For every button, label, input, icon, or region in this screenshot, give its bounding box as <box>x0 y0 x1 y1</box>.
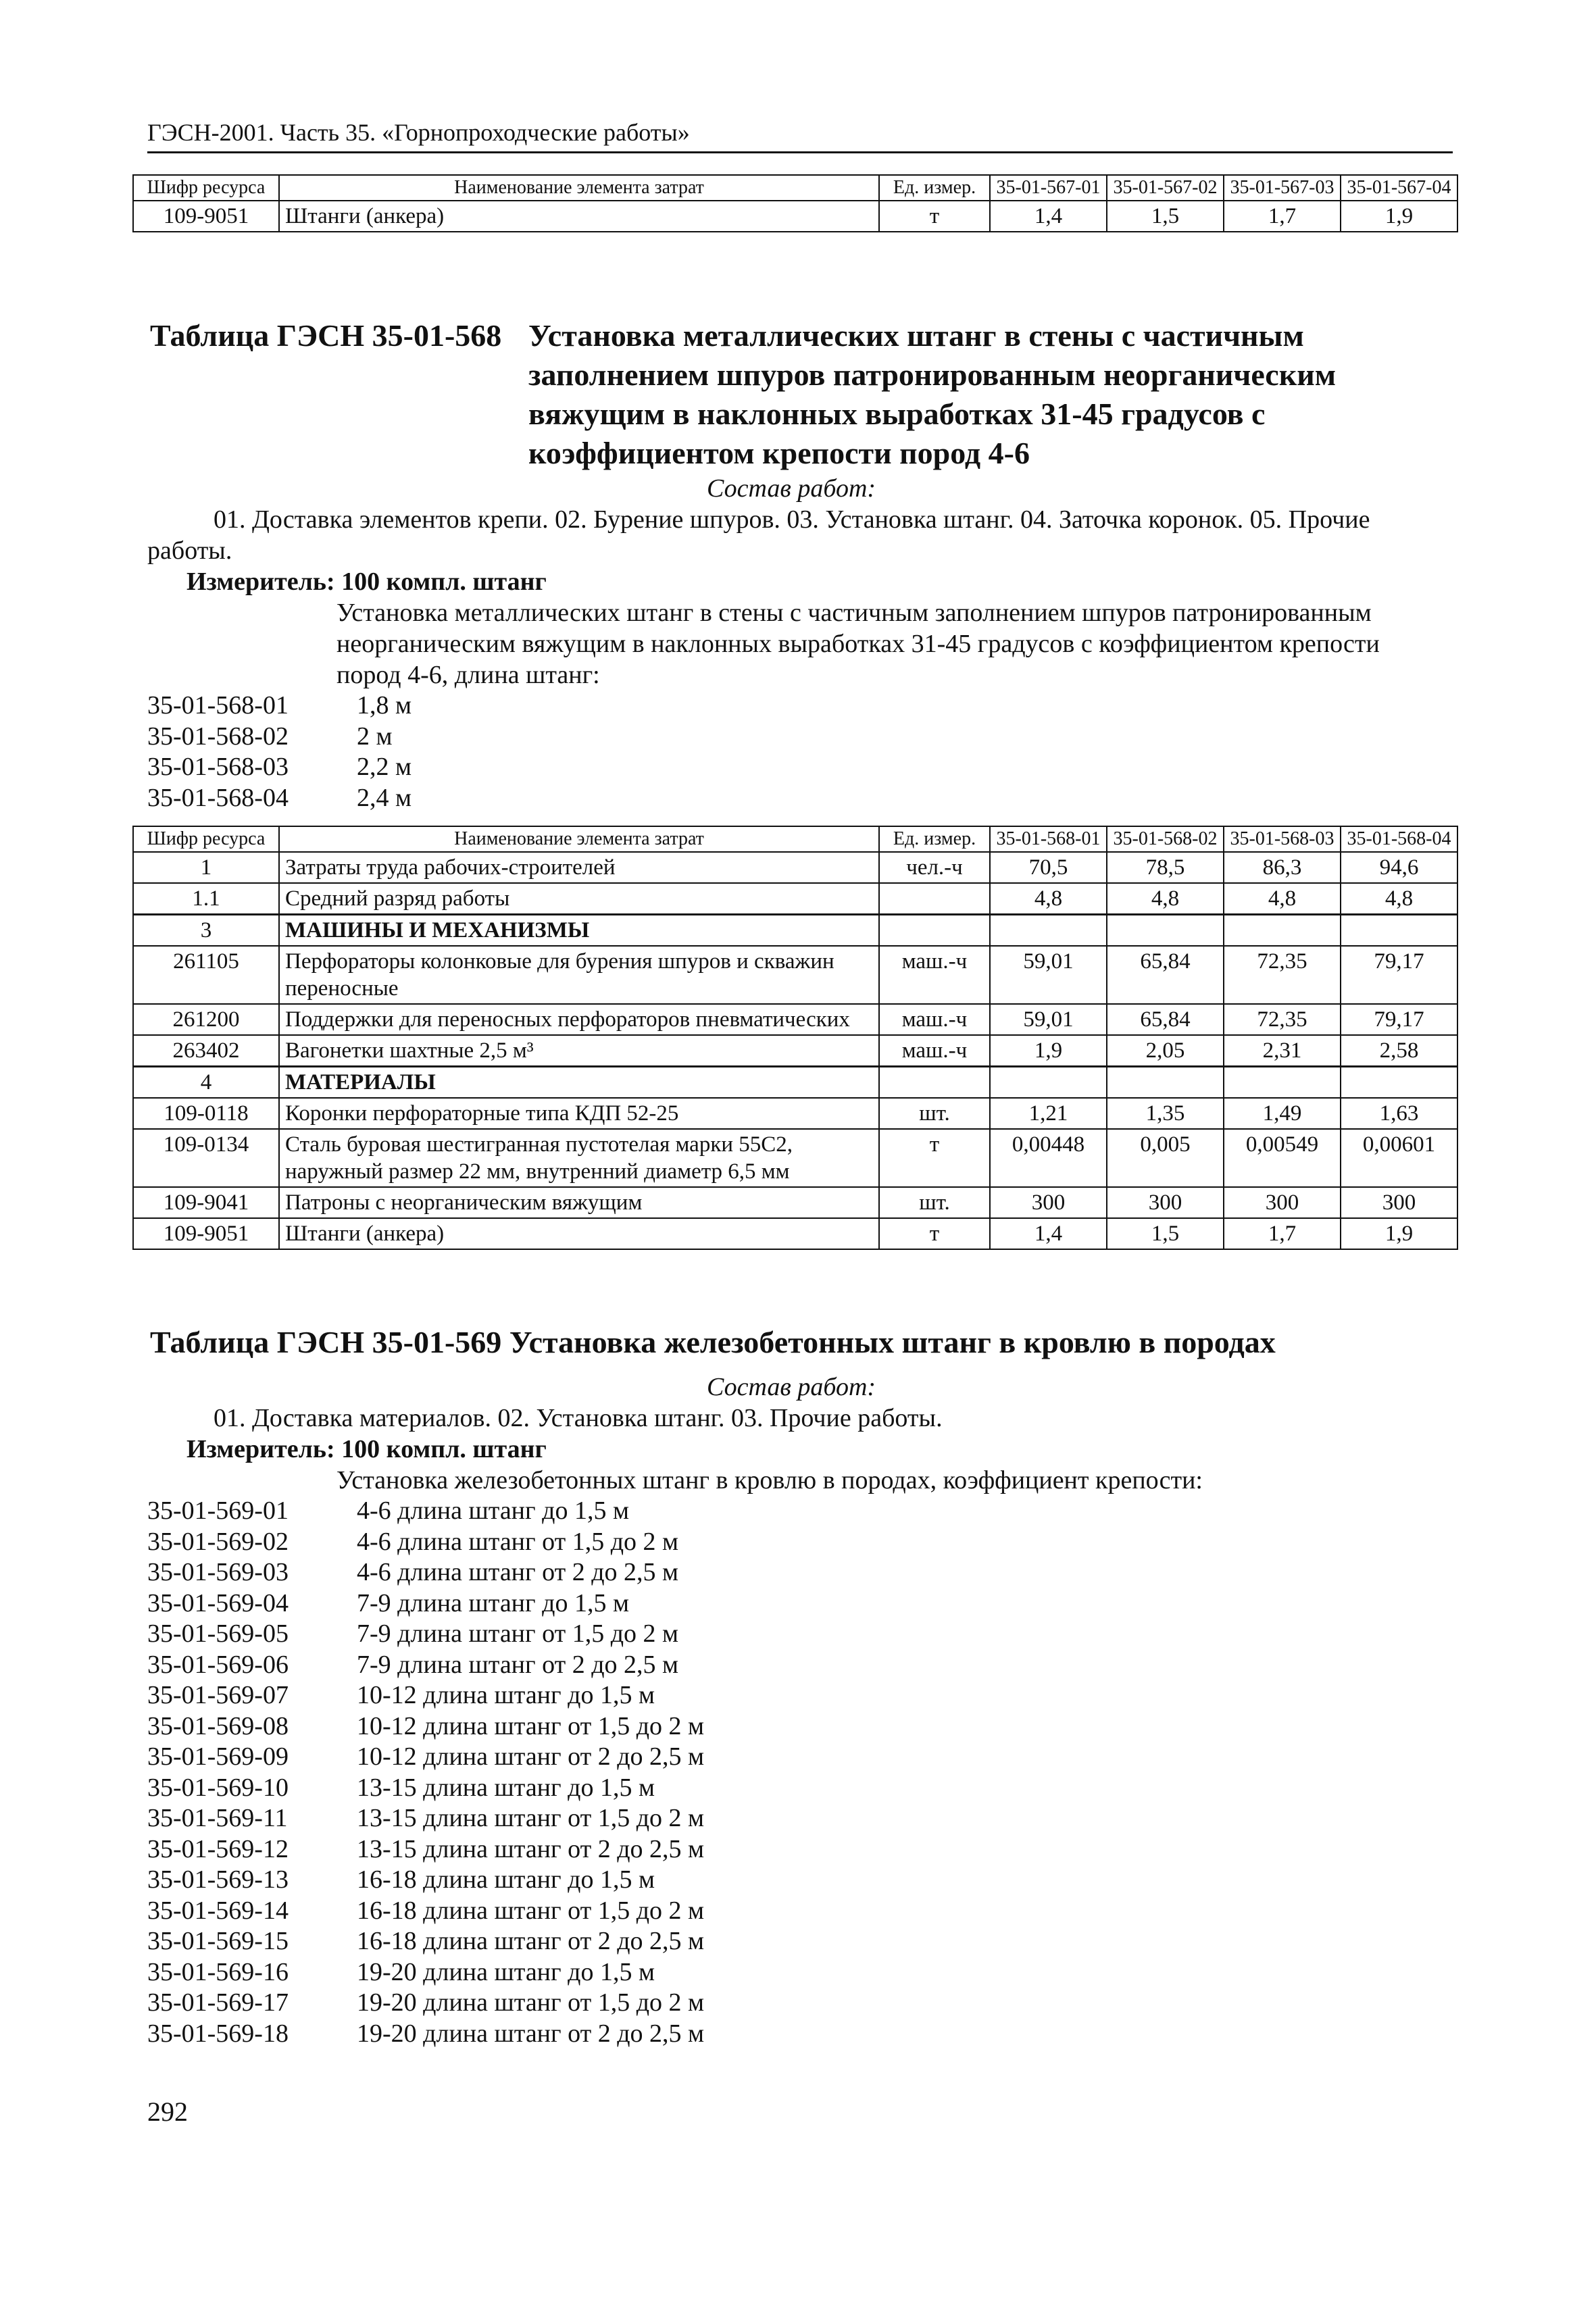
norm-value: 10-12 длина штанг от 1,5 до 2 м <box>357 1711 705 1740</box>
cell-value <box>990 915 1107 947</box>
cell-value: 1,7 <box>1224 201 1341 232</box>
norm-description: Установка металлических штанг в стены с частичным заполнением шпуров патронированным неорганическим вяжущим в наклонных выработках 31-45 градусов с коэффициентом крепости пород 4-6, длина штанг: <box>336 599 1380 689</box>
norm-value: 4-6 длина штанг от 2 до 2,5 м <box>357 1558 679 1586</box>
norm-value: 10-12 длина штанг от 2 до 2,5 м <box>357 1742 705 1771</box>
table-title-text: Установка железобетонных штанг в кровлю в породах <box>509 1325 1276 1359</box>
norm-list-568 <box>147 690 412 813</box>
cell-value: 1,63 <box>1341 1098 1457 1129</box>
norm-code: 35-01-568-04 <box>147 783 289 812</box>
col-header-code: Шифр ресурса <box>133 826 279 852</box>
table-row <box>133 1218 1457 1249</box>
table-row <box>133 915 1457 947</box>
cell-value: 300 <box>1224 1187 1341 1218</box>
cell-value: 0,00448 <box>990 1129 1107 1187</box>
cell-unit: маш.-ч <box>879 1004 990 1035</box>
cell-value: 1,4 <box>990 201 1107 232</box>
cell-value: 59,01 <box>990 946 1107 1004</box>
cell-value: 79,17 <box>1341 1004 1457 1035</box>
norm-list-item <box>147 1988 704 2019</box>
norm-value: 16-18 длина штанг от 1,5 до 2 м <box>357 1896 705 1925</box>
cell-value: 300 <box>1107 1187 1224 1218</box>
cell-code: 4 <box>133 1067 279 1099</box>
norm-code: 35-01-569-05 <box>147 1619 289 1648</box>
page-header: ГЭСН-2001. Часть 35. «Горнопроходческие работы» <box>147 116 1453 153</box>
cell-name: Патроны с неорганическим вяжущим <box>279 1187 879 1218</box>
cell-value <box>1107 1067 1224 1099</box>
table-568 <box>132 826 1458 1250</box>
cell-value: 65,84 <box>1107 946 1224 1004</box>
table-row <box>133 1067 1457 1099</box>
norm-value: 7-9 длина штанг от 1,5 до 2 м <box>357 1619 679 1648</box>
norm-code: 35-01-568-03 <box>147 753 289 781</box>
norm-value: 13-15 длина штанг от 1,5 до 2 м <box>357 1804 705 1832</box>
cell-code: 1 <box>133 852 279 883</box>
norm-code: 35-01-569-08 <box>147 1711 289 1740</box>
table-row <box>133 1004 1457 1035</box>
cell-name: Коронки перфораторные типа КДП 52-25 <box>279 1098 879 1129</box>
norm-list-item <box>147 1680 704 1711</box>
col-header-unit: Ед. измер. <box>879 826 990 852</box>
norm-list-item <box>147 752 412 783</box>
norm-value: 19-20 длина штанг до 1,5 м <box>357 1957 655 1986</box>
work-composition-text: 01. Доставка элементов крепи. 02. Бурение шпуров. 03. Установка штанг. 04. Заточка коронок. 05. Прочие работы. <box>147 505 1370 565</box>
col-header-norm: 35-01-568-01 <box>990 826 1107 852</box>
norm-code: 35-01-569-14 <box>147 1896 289 1925</box>
norm-list-item <box>147 783 412 814</box>
norm-value: 1,8 м <box>357 691 412 720</box>
table-row <box>133 1129 1457 1187</box>
col-header-norm: 35-01-567-04 <box>1341 175 1457 201</box>
cell-value <box>1224 1067 1341 1099</box>
cell-value: 2,31 <box>1224 1035 1341 1067</box>
norm-code: 35-01-569-07 <box>147 1681 289 1709</box>
page-number: 292 <box>147 2096 188 2127</box>
norm-list-item <box>147 1619 704 1650</box>
norm-list-569 <box>147 1496 704 2049</box>
cell-unit <box>879 883 990 915</box>
norm-list-item <box>147 1650 704 1681</box>
cell-value: 4,8 <box>1107 883 1224 915</box>
cell-unit: чел.-ч <box>879 852 990 883</box>
cell-value: 300 <box>1341 1187 1457 1218</box>
norm-code: 35-01-569-09 <box>147 1742 289 1771</box>
table-title-text: Установка металлических штанг в стены с частичным заполнением шпуров патронированным неорганическим вяжущим в наклонных выработках 31-45 градусов с коэффициентом крепости пород 4-6 <box>528 318 1337 470</box>
cell-value: 72,35 <box>1224 946 1341 1004</box>
norm-list-item <box>147 1957 704 1988</box>
cell-unit: маш.-ч <box>879 1035 990 1067</box>
cell-value: 2,58 <box>1341 1035 1457 1067</box>
cell-name: Штанги (анкера) <box>279 201 879 232</box>
cell-unit: шт. <box>879 1098 990 1129</box>
norm-value: 4-6 длина штанг до 1,5 м <box>357 1496 629 1525</box>
norm-value: 7-9 длина штанг от 2 до 2,5 м <box>357 1650 679 1679</box>
norm-code: 35-01-569-15 <box>147 1927 289 1955</box>
norm-value: 16-18 длина штанг от 2 до 2,5 м <box>357 1927 705 1955</box>
norm-value: 19-20 длина штанг от 2 до 2,5 м <box>357 2019 705 2048</box>
norm-code: 35-01-569-13 <box>147 1865 289 1894</box>
norm-list-item <box>147 1773 704 1804</box>
norm-list-item <box>147 1711 704 1742</box>
norm-list-item <box>147 1865 704 1896</box>
cell-value: 86,3 <box>1224 852 1341 883</box>
table-header-row <box>133 175 1457 201</box>
cell-unit: маш.-ч <box>879 946 990 1004</box>
cell-name: Сталь буровая шестигранная пустотелая марки 55С2, наружный размер 22 мм, внутренний диаметр 6,5 мм <box>279 1129 879 1187</box>
cell-value: 72,35 <box>1224 1004 1341 1035</box>
cell-unit <box>879 1067 990 1099</box>
work-composition-label: Состав работ: <box>707 474 876 503</box>
cell-value: 79,17 <box>1341 946 1457 1004</box>
norm-value: 13-15 длина штанг до 1,5 м <box>357 1773 655 1802</box>
col-header-unit: Ед. измер. <box>879 175 990 201</box>
norm-list-item <box>147 1742 704 1773</box>
cell-name: Вагонетки шахтные 2,5 м³ <box>279 1035 879 1067</box>
table-row <box>133 201 1457 232</box>
cell-value: 94,6 <box>1341 852 1457 883</box>
norm-value: 13-15 длина штанг от 2 до 2,5 м <box>357 1834 705 1863</box>
cell-name: Перфораторы колонковые для бурения шпуров и скважин переносные <box>279 946 879 1004</box>
cell-value: 1,9 <box>1341 1218 1457 1249</box>
col-header-norm: 35-01-568-02 <box>1107 826 1224 852</box>
norm-list-item <box>147 1557 704 1588</box>
table-567 <box>132 174 1458 232</box>
cell-name: МАШИНЫ И МЕХАНИЗМЫ <box>279 915 879 947</box>
norm-code: 35-01-568-01 <box>147 691 289 720</box>
cell-value: 4,8 <box>990 883 1107 915</box>
norm-list-item <box>147 722 412 753</box>
norm-list-item <box>147 1527 704 1558</box>
norm-list-item <box>147 1803 704 1834</box>
cell-unit <box>879 915 990 947</box>
cell-name: Затраты труда рабочих-строителей <box>279 852 879 883</box>
cell-value <box>1107 915 1224 947</box>
table-row <box>133 1035 1457 1067</box>
norm-value: 4-6 длина штанг от 1,5 до 2 м <box>357 1527 679 1556</box>
cell-code: 109-0134 <box>133 1129 279 1187</box>
cell-code: 109-0118 <box>133 1098 279 1129</box>
norm-code: 35-01-569-16 <box>147 1957 289 1986</box>
cell-value: 1,4 <box>990 1218 1107 1249</box>
norm-value: 2,2 м <box>357 753 412 781</box>
cell-value: 78,5 <box>1107 852 1224 883</box>
cell-value: 1,21 <box>990 1098 1107 1129</box>
norm-code: 35-01-569-02 <box>147 1527 289 1556</box>
norm-code: 35-01-569-10 <box>147 1773 289 1802</box>
cell-unit: т <box>879 1218 990 1249</box>
col-header-norm: 35-01-568-04 <box>1341 826 1457 852</box>
cell-value: 0,005 <box>1107 1129 1224 1187</box>
cell-unit: шт. <box>879 1187 990 1218</box>
norm-code: 35-01-568-02 <box>147 722 289 751</box>
norm-value: 2,4 м <box>357 783 412 812</box>
table-row <box>133 883 1457 915</box>
cell-code: 1.1 <box>133 883 279 915</box>
table-title-label: Таблица ГЭСН 35-01-569 <box>150 1325 502 1359</box>
norm-list-item <box>147 1496 704 1527</box>
norm-code: 35-01-569-11 <box>147 1804 288 1832</box>
col-header-norm: 35-01-567-03 <box>1224 175 1341 201</box>
cell-value <box>990 1067 1107 1099</box>
norm-value: 10-12 длина штанг до 1,5 м <box>357 1681 655 1709</box>
cell-value: 1,49 <box>1224 1098 1341 1129</box>
cell-name: Средний разряд работы <box>279 883 879 915</box>
cell-value <box>1341 915 1457 947</box>
cell-value: 4,8 <box>1224 883 1341 915</box>
cell-unit: т <box>879 1129 990 1187</box>
cell-value: 4,8 <box>1341 883 1457 915</box>
table-row <box>133 946 1457 1004</box>
norm-list-item <box>147 1834 704 1865</box>
norm-list-item <box>147 2019 704 2050</box>
norm-list-item <box>147 1926 704 1957</box>
col-header-norm: 35-01-567-02 <box>1107 175 1224 201</box>
cell-value: 70,5 <box>990 852 1107 883</box>
cell-value: 59,01 <box>990 1004 1107 1035</box>
table-row <box>133 1098 1457 1129</box>
norm-value: 16-18 длина штанг до 1,5 м <box>357 1865 655 1894</box>
col-header-norm: 35-01-568-03 <box>1224 826 1341 852</box>
cell-value: 1,9 <box>1341 201 1457 232</box>
cell-code: 109-9051 <box>133 201 279 232</box>
cell-code: 263402 <box>133 1035 279 1067</box>
cell-value: 1,9 <box>990 1035 1107 1067</box>
measure-unit: Измеритель: 100 компл. штанг <box>186 1435 547 1463</box>
cell-value: 1,7 <box>1224 1218 1341 1249</box>
cell-code: 109-9051 <box>133 1218 279 1249</box>
norm-list-item <box>147 1896 704 1927</box>
norm-code: 35-01-569-06 <box>147 1650 289 1679</box>
cell-value <box>1341 1067 1457 1099</box>
norm-value: 7-9 длина штанг до 1,5 м <box>357 1588 629 1617</box>
cell-code: 261200 <box>133 1004 279 1035</box>
col-header-name: Наименование элемента затрат <box>279 175 879 201</box>
table-row <box>133 852 1457 883</box>
col-header-name: Наименование элемента затрат <box>279 826 879 852</box>
cell-value: 1,5 <box>1107 1218 1224 1249</box>
norm-description: Установка железобетонных штанг в кровлю в породах, коэффициент крепости: <box>336 1466 1203 1494</box>
col-header-code: Шифр ресурса <box>133 175 279 201</box>
cell-value: 300 <box>990 1187 1107 1218</box>
cell-unit: т <box>879 201 990 232</box>
cell-name: Поддержки для переносных перфораторов пневматических <box>279 1004 879 1035</box>
norm-code: 35-01-569-01 <box>147 1496 289 1525</box>
norm-code: 35-01-569-17 <box>147 1988 289 2017</box>
table-title-568 <box>150 316 1434 470</box>
norm-list-item <box>147 690 412 722</box>
cell-value <box>1224 915 1341 947</box>
cell-name: МАТЕРИАЛЫ <box>279 1067 879 1099</box>
cell-code: 109-9041 <box>133 1187 279 1218</box>
norm-code: 35-01-569-18 <box>147 2019 289 2048</box>
measure-unit: Измеритель: 100 компл. штанг <box>186 568 547 596</box>
cell-code: 261105 <box>133 946 279 1004</box>
norm-value: 2 м <box>357 722 393 751</box>
cell-code: 3 <box>133 915 279 947</box>
cell-value: 1,35 <box>1107 1098 1224 1129</box>
table-title-label: Таблица ГЭСН 35-01-568 <box>150 318 502 353</box>
norm-code: 35-01-569-04 <box>147 1588 289 1617</box>
work-composition-text: 01. Доставка материалов. 02. Установка штанг. 03. Прочие работы. <box>214 1404 943 1432</box>
cell-value: 2,05 <box>1107 1035 1224 1067</box>
cell-name: Штанги (анкера) <box>279 1218 879 1249</box>
work-composition-label: Состав работ: <box>707 1373 876 1401</box>
table-header-row <box>133 826 1457 852</box>
norm-list-item <box>147 1588 704 1619</box>
cell-value: 65,84 <box>1107 1004 1224 1035</box>
table-row <box>133 1187 1457 1218</box>
col-header-norm: 35-01-567-01 <box>990 175 1107 201</box>
cell-value: 0,00549 <box>1224 1129 1341 1187</box>
norm-code: 35-01-569-12 <box>147 1834 289 1863</box>
cell-value: 1,5 <box>1107 201 1224 232</box>
norm-value: 19-20 длина штанг от 1,5 до 2 м <box>357 1988 705 2017</box>
cell-value: 0,00601 <box>1341 1129 1457 1187</box>
norm-code: 35-01-569-03 <box>147 1558 289 1586</box>
table-title-569 <box>150 1323 1434 1362</box>
